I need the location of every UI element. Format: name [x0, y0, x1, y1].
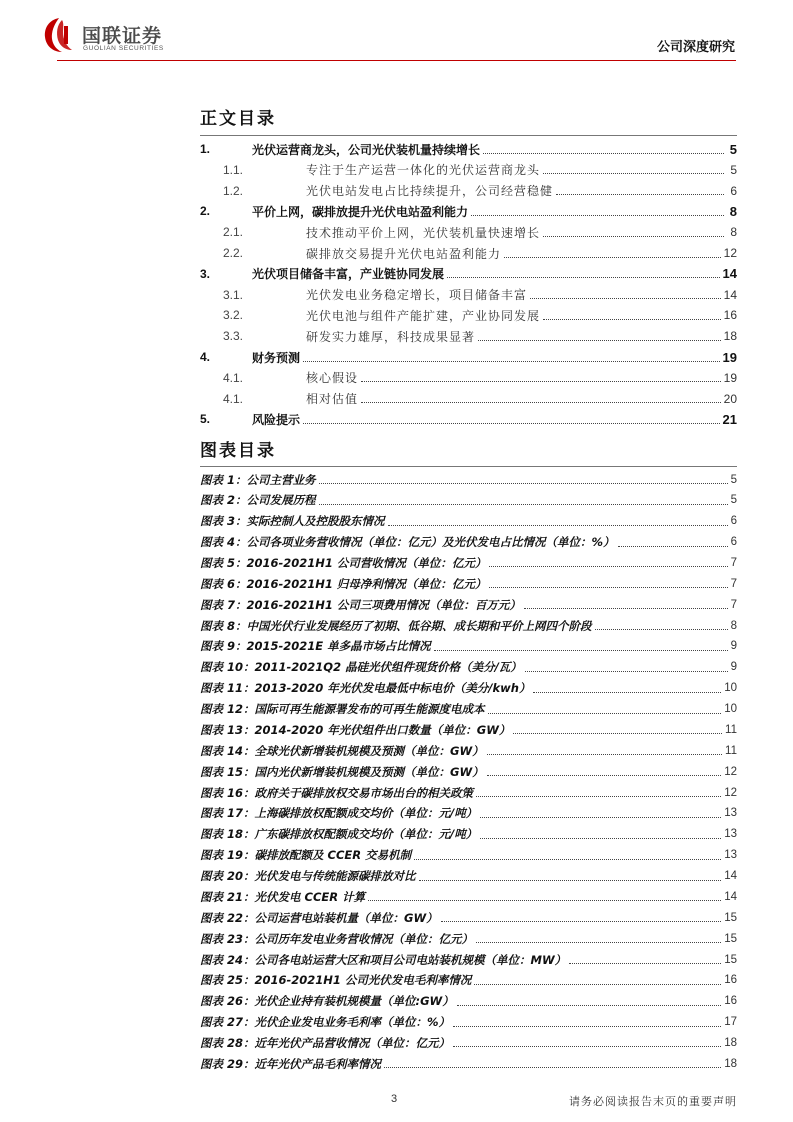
figure-entry-title: 图表 25：2016-2021H1 公司光伏发电毛利率情况 [200, 973, 472, 988]
dot-leader [530, 298, 721, 299]
toc-entry-title: 光伏项目储备丰富，产业链协同发展 [252, 267, 445, 282]
dot-leader [303, 361, 720, 362]
figure-entry-page: 6 [730, 536, 737, 549]
figure-entry[interactable] [200, 908, 737, 927]
figure-entry[interactable] [200, 804, 737, 823]
figure-entry-page: 17 [724, 1016, 737, 1029]
toc-entry-number: 5. [200, 412, 211, 427]
figure-entry-title: 图表 6：2016-2021H1 归母净利情况（单位：亿元） [200, 576, 487, 591]
toc-entry-title: 财务预测 [252, 350, 301, 365]
figure-entry-title: 图表 22：公司运营电站装机量（单位：GW） [200, 910, 438, 925]
dot-leader [543, 173, 724, 174]
figure-entry-title: 图表 17：上海碳排放权配额成交均价（单位：元/吨） [200, 806, 478, 821]
figure-entry-page: 13 [724, 849, 737, 862]
toc-entry-page: 12 [723, 246, 737, 260]
figure-entry[interactable] [200, 720, 737, 739]
toc-entry[interactable] [200, 389, 737, 409]
figure-entry-title: 图表 21：光伏发电 CCER 计算 [200, 889, 366, 904]
toc-entry-number: 3. [200, 266, 211, 281]
figure-entry-page: 9 [730, 661, 737, 674]
dot-leader [457, 1005, 721, 1006]
logo-english-name: GUOLIAN SECURITIES [83, 45, 164, 52]
figure-entry[interactable] [200, 533, 737, 552]
toc-entry-number: 1. [200, 142, 211, 156]
figure-entry-page: 13 [724, 807, 737, 820]
figure-entry-title: 图表 8：中国光伏行业发展经历了初期、低谷期、成长期和平价上网四个阶段 [200, 618, 592, 633]
toc-entry-page: 20 [723, 391, 737, 406]
dot-leader [471, 215, 724, 216]
dot-leader [414, 859, 721, 860]
figure-entry-title: 图表 4：公司各项业务营收情况（单位：亿元）及光伏发电占比情况（单位：%） [200, 535, 615, 550]
toc-entry[interactable] [200, 368, 737, 388]
figure-entry-title: 图表 23：公司历年发电业务营收情况（单位：亿元） [200, 931, 474, 946]
dot-leader [533, 692, 721, 693]
dot-leader [434, 650, 728, 651]
dot-leader [480, 817, 721, 818]
dot-leader [483, 153, 724, 154]
figure-entry-page: 18 [724, 1057, 737, 1070]
toc-entry[interactable] [200, 243, 737, 263]
figure-entry-page: 11 [725, 744, 737, 757]
figure-entry[interactable] [200, 1013, 737, 1032]
toc-entry-number: 4. [200, 350, 211, 364]
figure-entry-page: 16 [724, 995, 737, 1008]
figure-entry[interactable] [200, 595, 737, 614]
figure-entry-page: 5 [730, 494, 737, 507]
figure-entry[interactable] [200, 783, 737, 802]
figure-entry-page: 9 [730, 640, 737, 653]
dot-leader [543, 319, 721, 320]
toc-entry[interactable] [200, 222, 737, 242]
header-divider [57, 60, 736, 61]
toc-entry-number: 2.2. [223, 246, 244, 260]
toc-entry-title: 光伏运营商龙头，公司光伏装机量持续增长 [252, 142, 481, 157]
figure-entry-page: 12 [724, 765, 737, 778]
page-number: 3 [391, 1093, 398, 1105]
figure-entry[interactable] [200, 512, 737, 531]
toc-entry-page: 8 [730, 225, 737, 240]
dot-leader [319, 504, 728, 505]
toc-entry[interactable] [200, 326, 737, 346]
figure-entry-page: 14 [724, 870, 737, 883]
figure-entry-title: 图表 13：2014-2020 年光伏组件出口数量（单位：GW） [200, 722, 511, 737]
document-type: 公司深度研究 [656, 40, 735, 55]
figure-entry[interactable] [200, 616, 737, 635]
figure-entry-page: 15 [724, 953, 737, 966]
toc-heading: 正文目录 [200, 109, 276, 129]
toc-entry[interactable] [200, 139, 737, 159]
toc-entry-number: 2. [200, 204, 211, 219]
figure-entry[interactable] [200, 887, 737, 906]
figure-entry-page: 10 [724, 703, 737, 716]
toc-entry-title: 风险提示 [252, 412, 301, 427]
footer-disclaimer: 请务必阅读报告末页的重要声明 [569, 1095, 737, 1108]
figure-entry-title: 图表 18：广东碳排放权配额成交均价（单位：元/吨） [200, 827, 478, 842]
dot-leader [489, 566, 727, 567]
figure-entry-title: 图表 29：近年光伏产品毛利率情况 [200, 1056, 382, 1071]
dot-leader [525, 671, 728, 672]
figure-entry-title: 图表 1：公司主营业务 [200, 472, 316, 487]
company-logo [42, 16, 202, 54]
dot-leader [487, 775, 722, 776]
dot-leader [319, 483, 728, 484]
toc-entry-title: 光伏发电业务稳定增长，项目储备丰富 [306, 288, 528, 303]
figure-entry-page: 15 [724, 932, 737, 945]
toc-entry-title: 光伏电池与组件产能扩建，产业协同发展 [306, 308, 541, 323]
toc-entry[interactable] [200, 347, 737, 367]
toc-entry-page: 18 [723, 329, 737, 344]
dot-leader [453, 1046, 721, 1047]
figure-entry-title: 图表 12：国际可再生能源署发布的可再生能源度电成本 [200, 702, 485, 717]
dot-leader [441, 921, 722, 922]
dot-leader [384, 1067, 721, 1068]
figure-entry[interactable] [200, 700, 737, 719]
figure-entry-title: 图表 11：2013-2020 年光伏发电最低中标电价（美分/kwh） [200, 681, 531, 696]
dot-leader [361, 402, 721, 403]
toc-entry-page: 5 [730, 162, 737, 177]
figure-entry[interactable] [200, 637, 737, 656]
figure-entry-page: 18 [724, 1036, 737, 1049]
figure-entry[interactable] [200, 1033, 737, 1052]
toc-entry-page: 6 [730, 183, 737, 198]
dot-leader [489, 587, 727, 588]
figure-entry-title: 图表 16：政府关于碳排放权交易市场出台的相关政策 [200, 785, 474, 800]
toc-entry-number: 4.1. [223, 391, 244, 406]
toc-entry[interactable] [200, 160, 737, 180]
dot-leader [476, 796, 721, 797]
dot-leader [453, 1026, 721, 1027]
figure-entry-title: 图表 27：光伏企业发电业务毛利率（单位：%） [200, 1015, 451, 1030]
toc-entry[interactable] [200, 181, 737, 201]
figure-entry-title: 图表 2：公司发展历程 [200, 493, 316, 508]
toc-entry-title: 技术推动平价上网，光伏装机量快速增长 [306, 225, 541, 240]
toc-entry-number: 2.1. [223, 225, 244, 240]
dot-leader [474, 984, 721, 985]
logo-chinese-name: 国联证券 [82, 25, 163, 47]
figure-entry[interactable] [200, 553, 737, 572]
figure-entry-title: 图表 20：光伏发电与传统能源碳排放对比 [200, 869, 416, 884]
figure-entry-title: 图表 19：碳排放配额及 CCER 交易机制 [200, 848, 412, 863]
figures-heading: 图表目录 [200, 441, 276, 461]
toc-entry-page: 21 [722, 411, 737, 427]
dot-leader [388, 525, 728, 526]
figure-entry[interactable] [200, 679, 737, 698]
dot-leader [368, 900, 721, 901]
figure-entry[interactable] [200, 491, 737, 510]
toc-entry-number: 1.1. [223, 162, 244, 177]
figure-entry-page: 7 [730, 556, 737, 569]
toc-entry-title: 核心假设 [306, 371, 359, 386]
dot-leader [419, 880, 722, 881]
figure-entry[interactable] [200, 929, 737, 948]
figure-entry-page: 10 [724, 682, 737, 695]
dot-leader [476, 942, 721, 943]
dot-leader [303, 423, 720, 424]
toc-entry-page: 14 [723, 287, 737, 302]
toc-entry-page: 16 [723, 308, 737, 323]
figure-entry[interactable] [200, 658, 737, 677]
figure-entry-title: 图表 28：近年光伏产品营收情况（单位：亿元） [200, 1035, 451, 1050]
dot-leader [361, 381, 721, 382]
toc-entry-title: 平价上网，碳排放提升光伏电站盈利能力 [252, 204, 469, 219]
dot-leader [595, 629, 728, 630]
toc-entry-number: 3.1. [223, 287, 244, 302]
toc-entry-page: 19 [723, 370, 737, 385]
figure-entry-title: 图表 3：实际控制人及控股股东情况 [200, 514, 385, 529]
toc-entry-title: 相对估值 [306, 392, 359, 407]
figure-entry[interactable] [200, 867, 737, 886]
toc-entry-title: 光伏电站发电占比持续提升，公司经营稳健 [306, 184, 554, 199]
toc-entry-number: 3.2. [223, 308, 244, 323]
figure-entry-page: 6 [730, 515, 737, 528]
dot-leader [487, 754, 722, 755]
dot-leader [480, 838, 721, 839]
figure-entry[interactable] [200, 470, 737, 489]
figure-entry-title: 图表 7：2016-2021H1 公司三项费用情况（单位：百万元） [200, 597, 521, 612]
toc-entry[interactable] [200, 264, 737, 284]
figure-entry[interactable] [200, 971, 737, 990]
figure-entry[interactable] [200, 574, 737, 593]
figure-entry-title: 图表 9：2015-2021E 单多晶市场占比情况 [200, 639, 431, 654]
dot-leader [543, 236, 724, 237]
figure-entry-page: 7 [730, 577, 737, 590]
dot-leader [504, 257, 721, 258]
figure-entry[interactable] [200, 762, 737, 781]
figure-entry[interactable] [200, 992, 737, 1011]
dot-leader [524, 608, 728, 609]
toc-entry-page: 14 [722, 266, 737, 282]
dot-leader [488, 713, 722, 714]
figure-entry-title: 图表 10：2011-2021Q2 晶硅光伏组件现货价格（美分/瓦） [200, 660, 522, 675]
logo-mark-icon [42, 16, 78, 54]
figure-entry-title: 图表 14：全球光伏新增装机规模及预测（单位：GW） [200, 743, 484, 758]
toc-entry-number: 1.2. [223, 183, 244, 198]
toc-entry[interactable] [200, 285, 737, 305]
figure-entry-page: 7 [730, 598, 737, 611]
figure-entry-page: 5 [730, 473, 737, 486]
toc-entry[interactable] [200, 305, 737, 325]
dot-leader [513, 733, 722, 734]
figure-entry-page: 13 [724, 828, 737, 841]
dot-leader [556, 194, 724, 195]
figure-entry-page: 15 [724, 911, 737, 924]
toc-entry-number: 3.3. [223, 329, 244, 344]
figure-entry[interactable] [200, 1054, 737, 1073]
toc-heading-rule [200, 135, 737, 136]
toc-entry-page: 5 [729, 141, 737, 157]
toc-entry-title: 碳排放交易提升光伏电站盈利能力 [306, 246, 502, 261]
dot-leader [447, 277, 720, 278]
dot-leader [478, 340, 721, 341]
figure-entry-title: 图表 15：国内光伏新增装机规模及预测（单位：GW） [200, 764, 484, 779]
figure-entry-page: 8 [730, 619, 737, 632]
toc-entry-page: 19 [722, 349, 737, 365]
figure-entry-title: 图表 24：公司各电站运营大区和项目公司电站装机规模（单位：MW） [200, 952, 567, 967]
toc-entry[interactable] [200, 201, 737, 221]
figure-entry[interactable] [200, 950, 737, 969]
figure-entry-page: 16 [724, 974, 737, 987]
toc-entry-page: 8 [729, 203, 737, 219]
figure-entry-page: 14 [724, 890, 737, 903]
figure-entry[interactable] [200, 825, 737, 844]
toc-entry-title: 专注于生产运营一体化的光伏运营商龙头 [306, 163, 541, 178]
figure-entry[interactable] [200, 741, 737, 760]
dot-leader [569, 963, 721, 964]
figures-heading-rule [200, 466, 737, 467]
figure-entry[interactable] [200, 846, 737, 865]
figure-entry-page: 11 [725, 723, 737, 736]
toc-entry-title: 研发实力雄厚，科技成果显著 [306, 329, 476, 344]
toc-entry-number: 4.1. [223, 370, 244, 385]
figure-entry-title: 图表 26：光伏企业持有装机规模量（单位:GW） [200, 994, 454, 1009]
figure-entry-title: 图表 5：2016-2021H1 公司营收情况（单位：亿元） [200, 555, 487, 570]
figure-entry-page: 12 [724, 786, 737, 799]
toc-entry[interactable] [200, 409, 737, 429]
dot-leader [618, 546, 728, 547]
